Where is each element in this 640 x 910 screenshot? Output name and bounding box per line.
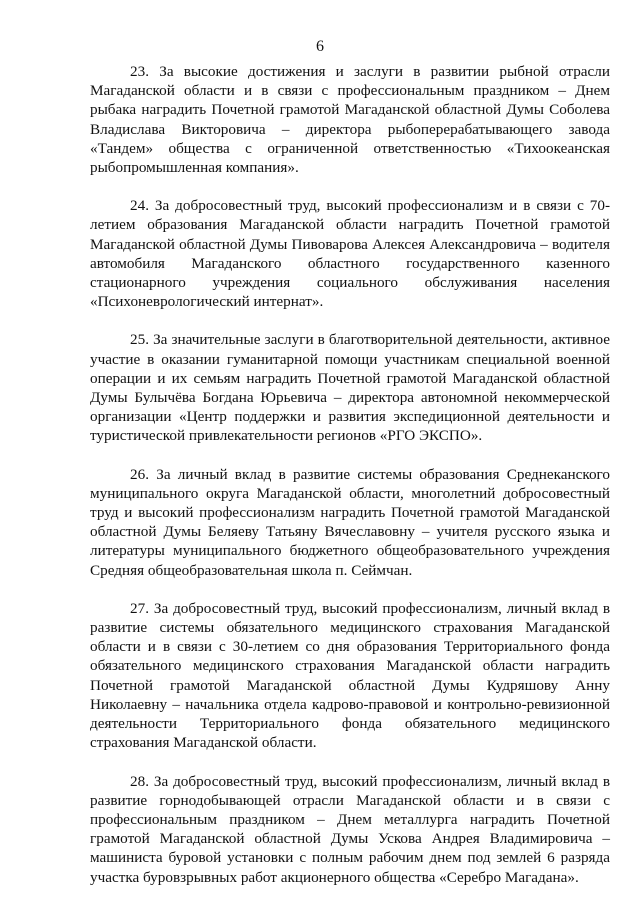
paragraph-27: 27. За добросовестный труд, высокий профессионализм, личный вклад в развитие системы обязательного медицинского страхования Магаданской области и в связи с 30-летием со дня образования Территориального фонда обязательного медицинского страхования Магаданской области наградить Почетной грамотой Магаданской областной Думы Кудряшову Анну Николаевну – начальника отдела кадрово-правовой и контрольно-ревизионной деятельности Территориального фонда обязательного медицинского страхования Магаданской области. [90, 599, 610, 752]
paragraph-23: 23. За высокие достижения и заслуги в развитии рыбной отрасли Магаданской области и в связи с профессиональным праздником – Днем рыбака наградить Почетной грамотой Магаданской областной Думы Соболева Владислава Викторовича – директора рыбоперерабатывающего завода «Тандем» общества с ограниченной ответственностью «Тихоокеанская рыбопромышленная компания». [90, 63, 610, 177]
paragraph-26: 26. За личный вклад в развитие системы образования Среднеканского муниципального округа Магаданской области, многолетний добросовестный труд и высокий профессионализм наградить Почетной грамотой Магаданской областной Думы Беляеву Татьяну Вячеславовну – учителя русского языка и литературы муниципального бюджетного общеобразовательного учреждения Средняя общеобразовательная школа п. Сеймчан. [90, 465, 610, 579]
document-body [90, 62, 610, 906]
page-number: 6 [316, 38, 324, 55]
paragraph-24: 24. За добросовестный труд, высокий профессионализм и в связи с 70-летием образования Магаданской области наградить Почетной грамотой Магаданской областной Думы Пивоварова Алексея Александровича – водителя автомобиля Магаданского областного государственного казенного стационарного учреждения социального обслуживания населения «Психоневрологический интернат». [90, 197, 610, 311]
paragraph-25: 25. За значительные заслуги в благотворительной деятельности, активное участие в оказании гуманитарной помощи участникам специальной военной операции и их семьям наградить Почетной грамотой Магаданской областной Думы Булычёва Богдана Юрьевича – директора автономной некоммерческой организации «Центр поддержки и развития экспедиционной деятельности и туристической привлекательности регионов «РГО ЭКСПО». [90, 331, 610, 445]
paragraph-28: 28. За добросовестный труд, высокий профессионализм, личный вклад в развитие горнодобывающей отрасли Магаданской области и в связи с профессиональным праздником – Днем металлурга наградить Почетной грамотой Магаданской областной Думы Ускова Андрея Владимировича – машиниста буровой установки с полным рабочим днем под землей 6 разряда участка буровзрывных работ акционерного общества «Серебро Магадана». [90, 772, 610, 886]
